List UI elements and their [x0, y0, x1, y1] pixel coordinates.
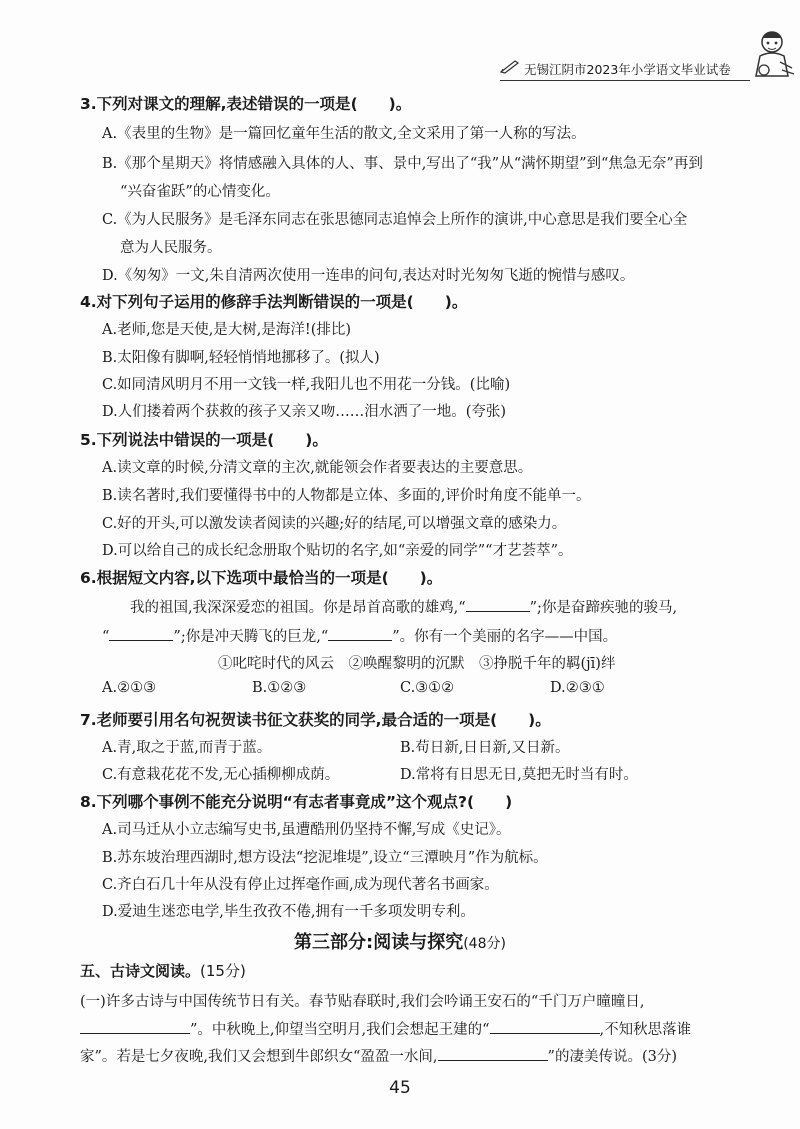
question-5-option-c: C.好的开头,可以激发读者阅读的兴趣;好的结尾,可以增强文章的感染力。: [102, 516, 567, 532]
passage-text: 我的祖国,我深深爱恋的祖国。你是昂首高歌的雄鸡,“: [130, 600, 466, 616]
header-title: 无锡江阴市2023年小学语文毕业试卷: [524, 62, 731, 77]
question-3-option-c-cont: 意为人民服务。: [120, 240, 222, 256]
question-8-option-b: B.苏东坡治理西湖时,想方设法“挖泥堆堤”,设立“三潭映月”作为航标。: [102, 850, 548, 866]
pen-icon: [500, 58, 520, 74]
question-3-option-a: A.《表里的生物》是一篇回忆童年生活的散文,全文采用了第一人称的写法。: [102, 126, 586, 142]
section-5-score: (15分): [200, 962, 246, 980]
question-5-option-b: B.读名著时,我们要懂得书中的人物都是立体、多面的,评价时角度不能单一。: [102, 488, 591, 504]
question-8-option-d: D.爱迪生迷恋电学,毕生孜孜不倦,拥有一千多项发明专利。: [102, 904, 475, 920]
part-3-title: [0, 928, 800, 954]
question-6-passage-line2: [102, 625, 617, 646]
answer-blank[interactable]: [328, 628, 392, 641]
passage-text: “: [102, 629, 110, 645]
question-6-option-b: B.①②③: [252, 680, 307, 696]
section-5-q1-line2: [80, 1018, 691, 1039]
question-8-option-c: C.齐白石几十年从没有停止过挥毫作画,成为现代著名书画家。: [102, 877, 499, 893]
question-3-option-c: C.《为人民服务》是毛泽东同志在张思德同志追悼会上所作的演讲,中心意思是我们要全心全: [102, 212, 688, 228]
question-6-passage-line1: [130, 596, 677, 617]
question-5-stem: 5.下列说法中错误的一项是( )。: [80, 431, 328, 449]
question-4-stem: 4.对下列句子运用的修辞手法判断错误的一项是( )。: [80, 293, 468, 311]
section-5-q1-line1: (一)许多古诗与中国传统节日有关。春节贴春联时,我们会吟诵王安石的“千门万户曈曈日,: [80, 994, 645, 1010]
question-6-option-c: C.③①②: [400, 680, 455, 696]
passage-text: ”;你是冲天腾飞的巨龙,“: [173, 629, 329, 645]
mascot-icon: [742, 26, 798, 86]
question-7-option-b: B.苟日新,日日新,又日新。: [400, 740, 570, 756]
question-7-stem: 7.老师要引用名句祝贺读书征文获奖的同学,最合适的一项是( )。: [80, 711, 551, 729]
part-3-score: (48分): [463, 936, 506, 952]
question-6-stem: 6.根据短文内容,以下选项中最恰当的一项是( )。: [80, 569, 443, 587]
section-5-heading: [80, 960, 246, 981]
answer-blank[interactable]: [80, 1021, 190, 1034]
question-4-option-c: C.如同清风明月不用一文钱一样,我阳儿也不用花一分钱。(比喻): [102, 377, 511, 393]
question-3-option-b-cont: “兴奋雀跃”的心情变化。: [120, 184, 280, 200]
answer-blank[interactable]: [490, 1021, 600, 1034]
question-3-option-d: D.《匆匆》一文,朱自清两次使用一连串的问句,表达对时光匆匆飞逝的惋惜与感叹。: [102, 268, 635, 284]
passage-text: ”;你是奋蹄疾驰的骏马,: [529, 600, 678, 616]
question-3-option-b: B.《那个星期天》将情感融入具体的人、事、景中,写出了“我”从“满怀期望”到“焦急无奈”再到: [102, 156, 703, 172]
passage-text: ”的凄美传说。(3分): [547, 1049, 677, 1065]
answer-blank[interactable]: [438, 1048, 548, 1061]
section-5-q1-line3: [80, 1045, 677, 1066]
passage-text: ,不知秋思落谁: [599, 1022, 692, 1038]
question-6-choices: ①叱咤时代的风云 ②唤醒黎明的沉默 ③挣脱千年的羁(jī)绊: [218, 656, 616, 672]
passage-text: ”。中秋晚上,仰望当空明月,我们会想起王建的“: [190, 1022, 490, 1038]
question-8-option-a: A.司马迁从小立志编写史书,虽遭酷刑仍坚持不懈,写成《史记》。: [102, 822, 511, 838]
question-6-option-a: A.②①③: [102, 680, 157, 696]
question-8-stem: 8.下列哪个事例不能充分说明“有志者事竟成”这个观点?( ): [80, 793, 513, 811]
question-3-stem: 3.下列对课文的理解,表述错误的一项是( )。: [80, 95, 412, 113]
section-5-heading-text: 五、古诗文阅读。: [80, 962, 201, 980]
page-number: 45: [389, 1078, 411, 1098]
question-4-option-b: B.太阳像有脚啊,轻轻悄悄地挪移了。(拟人): [102, 350, 380, 366]
question-4-option-a: A.老师,您是天使,是大树,是海洋!(排比): [102, 322, 352, 338]
answer-blank[interactable]: [466, 599, 530, 612]
page-header: [500, 56, 770, 80]
answer-blank[interactable]: [109, 628, 173, 641]
question-5-option-d: D.可以给自己的成长纪念册取个贴切的名字,如“亲爱的同学”“才艺荟萃”。: [102, 543, 573, 559]
header-rule: [500, 80, 750, 81]
question-4-option-d: D.人们搂着两个获救的孩子又亲又吻……泪水洒了一地。(夸张): [102, 404, 507, 420]
question-7-option-c: C.有意栽花花不发,无心插柳柳成荫。: [102, 767, 340, 783]
part-3-title-text: 第三部分:阅读与探究: [294, 932, 464, 953]
question-5-option-a: A.读文章的时候,分清文章的主次,就能领会作者要表达的主要意思。: [102, 460, 533, 476]
question-7-option-d: D.常将有日思无日,莫把无时当有时。: [400, 767, 638, 783]
passage-text: ”。你有一个美丽的名字——中国。: [392, 629, 618, 645]
passage-text: 家”。若是七夕夜晚,我们又会想到牛郎织女“盈盈一水间,: [80, 1049, 438, 1065]
question-7-option-a: A.青,取之于蓝,而青于蓝。: [102, 740, 272, 756]
question-6-option-d: D.②③①: [550, 680, 605, 696]
